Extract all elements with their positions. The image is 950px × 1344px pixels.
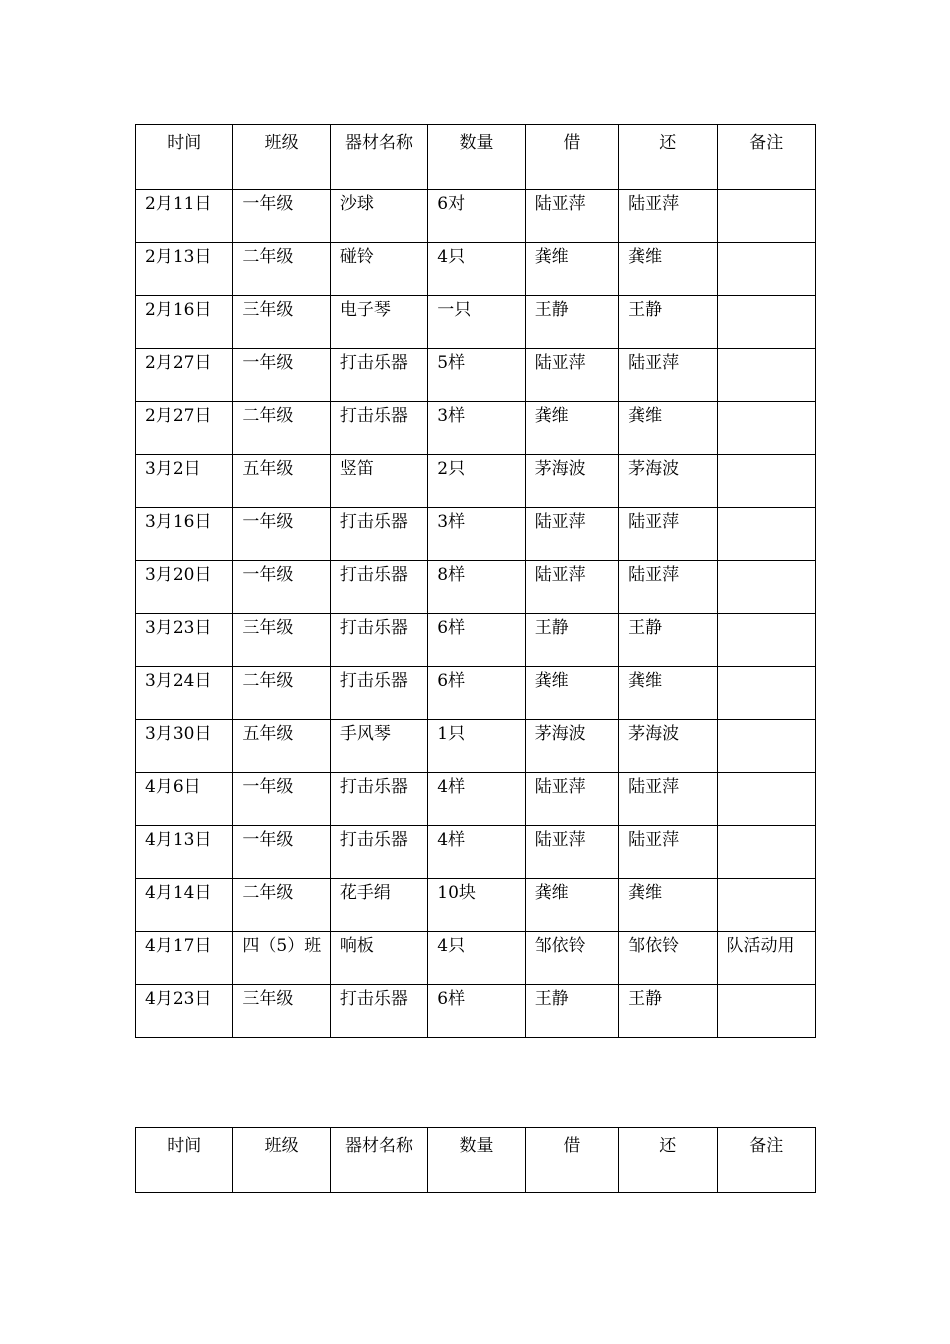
header-quantity: 数量 — [428, 125, 525, 190]
cell-time: 3月16日 — [136, 508, 233, 561]
table-row — [136, 190, 816, 243]
cell-borrower: 龚维 — [525, 667, 618, 720]
cell-quantity: 5样 — [428, 349, 525, 402]
table-row — [136, 508, 816, 561]
cell-borrower: 陆亚萍 — [525, 508, 618, 561]
cell-borrower: 龚维 — [525, 879, 618, 932]
cell-returner: 陆亚萍 — [619, 190, 717, 243]
cell-returner: 邹依铃 — [619, 932, 717, 985]
cell-class: 三年级 — [233, 614, 330, 667]
cell-equipment-name: 打击乐器 — [330, 667, 427, 720]
cell-equipment-name: 碰铃 — [330, 243, 427, 296]
cell-borrower: 王静 — [525, 296, 618, 349]
cell-quantity: 1只 — [428, 720, 525, 773]
cell-remarks — [717, 402, 815, 455]
cell-borrower: 龚维 — [525, 402, 618, 455]
table-header-row — [136, 1128, 816, 1193]
header-time: 时间 — [136, 1128, 233, 1193]
cell-remarks — [717, 243, 815, 296]
cell-quantity: 6样 — [428, 667, 525, 720]
cell-quantity: 3样 — [428, 508, 525, 561]
cell-class: 二年级 — [233, 402, 330, 455]
table-row — [136, 243, 816, 296]
cell-borrower: 王静 — [525, 985, 618, 1038]
header-remarks: 备注 — [717, 1128, 815, 1193]
header-return: 还 — [619, 125, 717, 190]
cell-class: 二年级 — [233, 243, 330, 296]
cell-remarks — [717, 190, 815, 243]
cell-borrower: 陆亚萍 — [525, 190, 618, 243]
cell-class: 一年级 — [233, 508, 330, 561]
table-row — [136, 773, 816, 826]
table-row — [136, 349, 816, 402]
header-equipment-name: 器材名称 — [330, 1128, 427, 1193]
cell-remarks — [717, 826, 815, 879]
cell-borrower: 陆亚萍 — [525, 349, 618, 402]
cell-remarks — [717, 296, 815, 349]
cell-borrower: 邹依铃 — [525, 932, 618, 985]
cell-quantity: 4只 — [428, 932, 525, 985]
cell-time: 3月30日 — [136, 720, 233, 773]
cell-returner: 龚维 — [619, 667, 717, 720]
cell-class: 三年级 — [233, 296, 330, 349]
cell-borrower: 龚维 — [525, 243, 618, 296]
cell-quantity: 6样 — [428, 614, 525, 667]
cell-quantity: 6样 — [428, 985, 525, 1038]
cell-quantity: 4样 — [428, 826, 525, 879]
cell-borrower: 茅海波 — [525, 455, 618, 508]
equipment-loan-table-second — [135, 1127, 816, 1193]
cell-equipment-name: 打击乐器 — [330, 508, 427, 561]
cell-remarks: 队活动用 — [717, 932, 815, 985]
cell-quantity: 6对 — [428, 190, 525, 243]
cell-borrower: 陆亚萍 — [525, 773, 618, 826]
cell-remarks — [717, 773, 815, 826]
cell-equipment-name: 打击乐器 — [330, 826, 427, 879]
cell-remarks — [717, 455, 815, 508]
cell-time: 3月24日 — [136, 667, 233, 720]
cell-class: 三年级 — [233, 985, 330, 1038]
cell-returner: 王静 — [619, 614, 717, 667]
cell-class: 一年级 — [233, 190, 330, 243]
cell-time: 3月23日 — [136, 614, 233, 667]
cell-remarks — [717, 667, 815, 720]
cell-returner: 陆亚萍 — [619, 349, 717, 402]
cell-equipment-name: 打击乐器 — [330, 349, 427, 402]
cell-equipment-name: 花手绢 — [330, 879, 427, 932]
cell-returner: 龚维 — [619, 879, 717, 932]
cell-returner: 陆亚萍 — [619, 508, 717, 561]
cell-class: 一年级 — [233, 773, 330, 826]
cell-equipment-name: 打击乐器 — [330, 985, 427, 1038]
header-quantity: 数量 — [428, 1128, 525, 1193]
cell-class: 一年级 — [233, 826, 330, 879]
table-row — [136, 614, 816, 667]
cell-remarks — [717, 985, 815, 1038]
cell-class: 一年级 — [233, 349, 330, 402]
cell-remarks — [717, 614, 815, 667]
cell-class: 五年级 — [233, 720, 330, 773]
table-row — [136, 667, 816, 720]
cell-remarks — [717, 508, 815, 561]
cell-time: 2月27日 — [136, 402, 233, 455]
cell-remarks — [717, 349, 815, 402]
cell-time: 4月23日 — [136, 985, 233, 1038]
table-row — [136, 561, 816, 614]
table-row — [136, 455, 816, 508]
cell-time: 4月13日 — [136, 826, 233, 879]
cell-returner: 茅海波 — [619, 455, 717, 508]
header-time: 时间 — [136, 125, 233, 190]
cell-time: 4月14日 — [136, 879, 233, 932]
cell-equipment-name: 响板 — [330, 932, 427, 985]
cell-equipment-name: 打击乐器 — [330, 402, 427, 455]
header-remarks: 备注 — [717, 125, 815, 190]
cell-time: 2月16日 — [136, 296, 233, 349]
cell-returner: 王静 — [619, 985, 717, 1038]
cell-borrower: 陆亚萍 — [525, 561, 618, 614]
cell-returner: 王静 — [619, 296, 717, 349]
cell-equipment-name: 打击乐器 — [330, 561, 427, 614]
cell-time: 2月27日 — [136, 349, 233, 402]
header-equipment-name: 器材名称 — [330, 125, 427, 190]
cell-borrower: 陆亚萍 — [525, 826, 618, 879]
cell-class: 二年级 — [233, 667, 330, 720]
table-row — [136, 985, 816, 1038]
table-row — [136, 879, 816, 932]
cell-quantity: 10块 — [428, 879, 525, 932]
cell-equipment-name: 手风琴 — [330, 720, 427, 773]
cell-time: 2月11日 — [136, 190, 233, 243]
cell-remarks — [717, 879, 815, 932]
cell-class: 四（5）班 — [233, 932, 330, 985]
cell-returner: 陆亚萍 — [619, 773, 717, 826]
cell-quantity: 2只 — [428, 455, 525, 508]
cell-remarks — [717, 720, 815, 773]
table-row — [136, 932, 816, 985]
cell-equipment-name: 打击乐器 — [330, 773, 427, 826]
header-borrow: 借 — [525, 1128, 618, 1193]
header-borrow: 借 — [525, 125, 618, 190]
cell-time: 4月17日 — [136, 932, 233, 985]
table-header-row — [136, 125, 816, 190]
cell-remarks — [717, 561, 815, 614]
table-row — [136, 720, 816, 773]
cell-time: 3月2日 — [136, 455, 233, 508]
equipment-loan-table — [135, 124, 816, 1038]
cell-quantity: 3样 — [428, 402, 525, 455]
header-return: 还 — [619, 1128, 717, 1193]
cell-quantity: 4只 — [428, 243, 525, 296]
cell-equipment-name: 打击乐器 — [330, 614, 427, 667]
cell-time: 4月6日 — [136, 773, 233, 826]
cell-time: 2月13日 — [136, 243, 233, 296]
cell-quantity: 一只 — [428, 296, 525, 349]
cell-equipment-name: 沙球 — [330, 190, 427, 243]
cell-returner: 陆亚萍 — [619, 561, 717, 614]
cell-borrower: 茅海波 — [525, 720, 618, 773]
cell-equipment-name: 竖笛 — [330, 455, 427, 508]
cell-class: 五年级 — [233, 455, 330, 508]
table-row — [136, 402, 816, 455]
cell-equipment-name: 电子琴 — [330, 296, 427, 349]
cell-class: 一年级 — [233, 561, 330, 614]
cell-quantity: 8样 — [428, 561, 525, 614]
header-class: 班级 — [233, 125, 330, 190]
header-class: 班级 — [233, 1128, 330, 1193]
cell-returner: 龚维 — [619, 402, 717, 455]
cell-borrower: 王静 — [525, 614, 618, 667]
cell-class: 二年级 — [233, 879, 330, 932]
cell-returner: 茅海波 — [619, 720, 717, 773]
cell-returner: 陆亚萍 — [619, 826, 717, 879]
table-row — [136, 826, 816, 879]
cell-quantity: 4样 — [428, 773, 525, 826]
table-row — [136, 296, 816, 349]
cell-time: 3月20日 — [136, 561, 233, 614]
cell-returner: 龚维 — [619, 243, 717, 296]
